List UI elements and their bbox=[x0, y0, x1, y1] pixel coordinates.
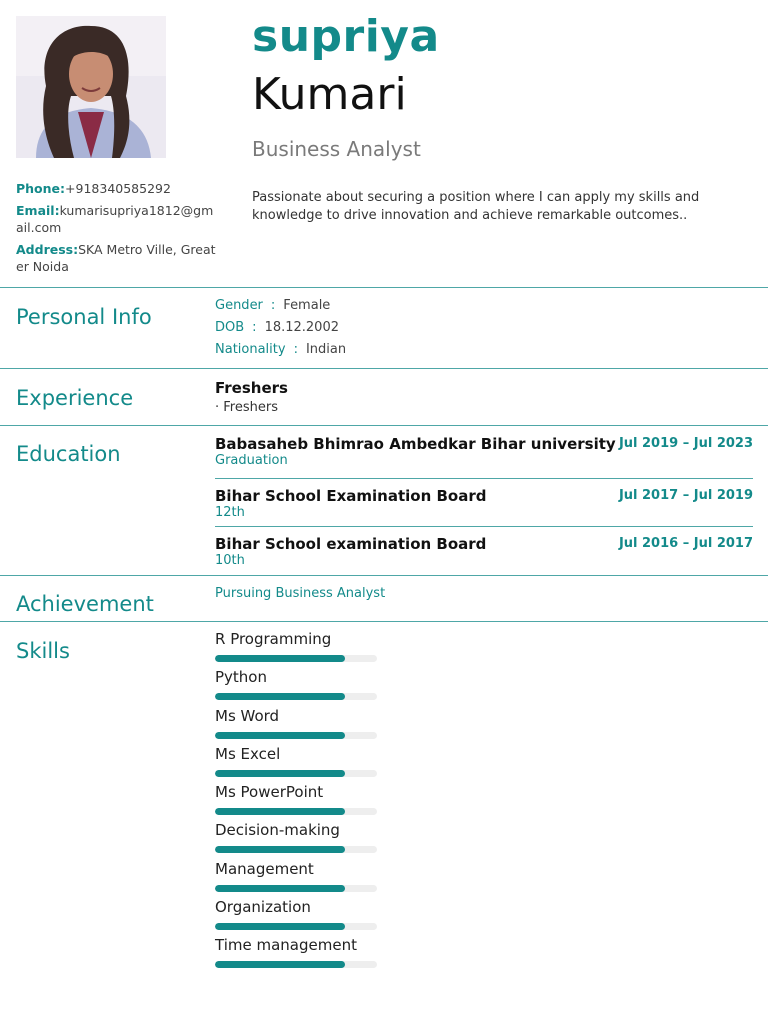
pi-value: Female bbox=[283, 298, 331, 313]
contact-address bbox=[16, 241, 216, 275]
education-school: Bihar School Examination Board bbox=[215, 487, 487, 505]
skill-bar-fill bbox=[215, 885, 345, 892]
skill-bar bbox=[215, 808, 377, 815]
achievement-item: Pursuing Business Analyst bbox=[215, 586, 386, 601]
skill-bar bbox=[215, 770, 377, 777]
education-school: Bihar School examination Board bbox=[215, 535, 487, 553]
skill-name: R Programming bbox=[215, 630, 332, 648]
personal-info-gender bbox=[215, 297, 330, 315]
skill-bar bbox=[215, 693, 377, 700]
experience-title: Experience bbox=[16, 386, 134, 410]
skill-name: Time management bbox=[215, 936, 357, 954]
personal-info-dob bbox=[215, 319, 339, 337]
skills-title: Skills bbox=[16, 639, 70, 663]
experience-item: · Freshers bbox=[215, 400, 278, 415]
education-degree: 12th bbox=[215, 505, 245, 520]
skill-bar-fill bbox=[215, 732, 345, 739]
skill-bar bbox=[215, 846, 377, 853]
address-value: SKA Metro Ville, Greater Noida bbox=[16, 242, 216, 274]
contact-phone bbox=[16, 180, 216, 197]
email-label: Email: bbox=[16, 203, 60, 218]
pi-key: Gender bbox=[215, 298, 263, 313]
phone-value[interactable]: +918340585292 bbox=[65, 181, 171, 196]
profile-summary: Passionate about securing a position where I can apply my skills and knowledge to drive innovation and achieve remarkable outcomes.. bbox=[252, 190, 700, 223]
skill-name: Ms PowerPoint bbox=[215, 783, 324, 801]
phone-label: Phone: bbox=[16, 181, 66, 196]
skill-bar bbox=[215, 732, 377, 739]
skill-item bbox=[215, 897, 385, 930]
skill-bar-fill bbox=[215, 846, 345, 853]
skill-item bbox=[215, 820, 385, 853]
skill-bar bbox=[215, 885, 377, 892]
education-dates: Jul 2019 – Jul 2023 bbox=[618, 436, 753, 451]
skill-name: Ms Word bbox=[215, 707, 280, 725]
contact-block bbox=[16, 180, 216, 280]
pi-sep: : bbox=[252, 320, 257, 335]
skill-bar bbox=[215, 923, 377, 930]
skill-item bbox=[215, 859, 385, 892]
pi-key: DOB bbox=[215, 320, 245, 335]
skill-bar bbox=[215, 961, 377, 968]
last-name: Kumari bbox=[252, 69, 407, 120]
skill-item bbox=[215, 667, 385, 700]
address-label: Address: bbox=[16, 242, 79, 257]
personal-info-title: Personal Info bbox=[16, 305, 152, 329]
skill-item bbox=[215, 706, 385, 739]
email-value[interactable]: kumarisupriya1812@gmail.com bbox=[16, 203, 214, 235]
skill-item bbox=[215, 935, 385, 968]
pi-sep: : bbox=[293, 342, 298, 357]
pi-value: Indian bbox=[305, 342, 347, 357]
skill-name: Ms Excel bbox=[215, 745, 281, 763]
education-degree: 10th bbox=[215, 553, 245, 568]
pi-sep: : bbox=[270, 298, 276, 313]
pi-key: Nationality bbox=[215, 342, 286, 357]
section-divider bbox=[0, 425, 768, 426]
skill-bar-fill bbox=[215, 961, 345, 968]
job-title: Business Analyst bbox=[252, 137, 421, 161]
education-divider bbox=[215, 478, 753, 479]
pi-value: 18.12.2002 bbox=[264, 320, 339, 335]
skill-bar-fill bbox=[215, 923, 345, 930]
personal-info-nationality bbox=[215, 341, 346, 359]
skill-bar-fill bbox=[215, 808, 345, 815]
education-degree: Graduation bbox=[215, 453, 288, 468]
education-dates: Jul 2016 – Jul 2017 bbox=[618, 536, 753, 551]
experience-role: Freshers bbox=[215, 379, 288, 397]
education-divider bbox=[215, 526, 753, 527]
education-title: Education bbox=[16, 442, 121, 466]
skill-bar-fill bbox=[215, 770, 345, 777]
section-divider bbox=[0, 621, 768, 622]
skill-name: Management bbox=[215, 860, 314, 878]
profile-photo bbox=[16, 16, 166, 158]
skill-name: Organization bbox=[215, 898, 311, 916]
contact-email bbox=[16, 202, 216, 236]
skill-item bbox=[215, 629, 385, 662]
skill-name: Decision-making bbox=[215, 821, 340, 839]
skill-item bbox=[215, 782, 385, 815]
first-name: supriya bbox=[252, 11, 440, 62]
section-divider bbox=[0, 575, 768, 576]
achievement-title: Achievement bbox=[16, 592, 154, 616]
education-school: Babasaheb Bhimrao Ambedkar Bihar university bbox=[215, 435, 616, 453]
section-divider bbox=[0, 368, 768, 369]
education-dates: Jul 2017 – Jul 2019 bbox=[618, 488, 753, 503]
skill-name: Python bbox=[215, 668, 267, 686]
skill-bar-fill bbox=[215, 693, 345, 700]
skill-bar-fill bbox=[215, 655, 345, 662]
section-divider bbox=[0, 287, 768, 288]
skill-bar bbox=[215, 655, 377, 662]
skill-item bbox=[215, 744, 385, 777]
